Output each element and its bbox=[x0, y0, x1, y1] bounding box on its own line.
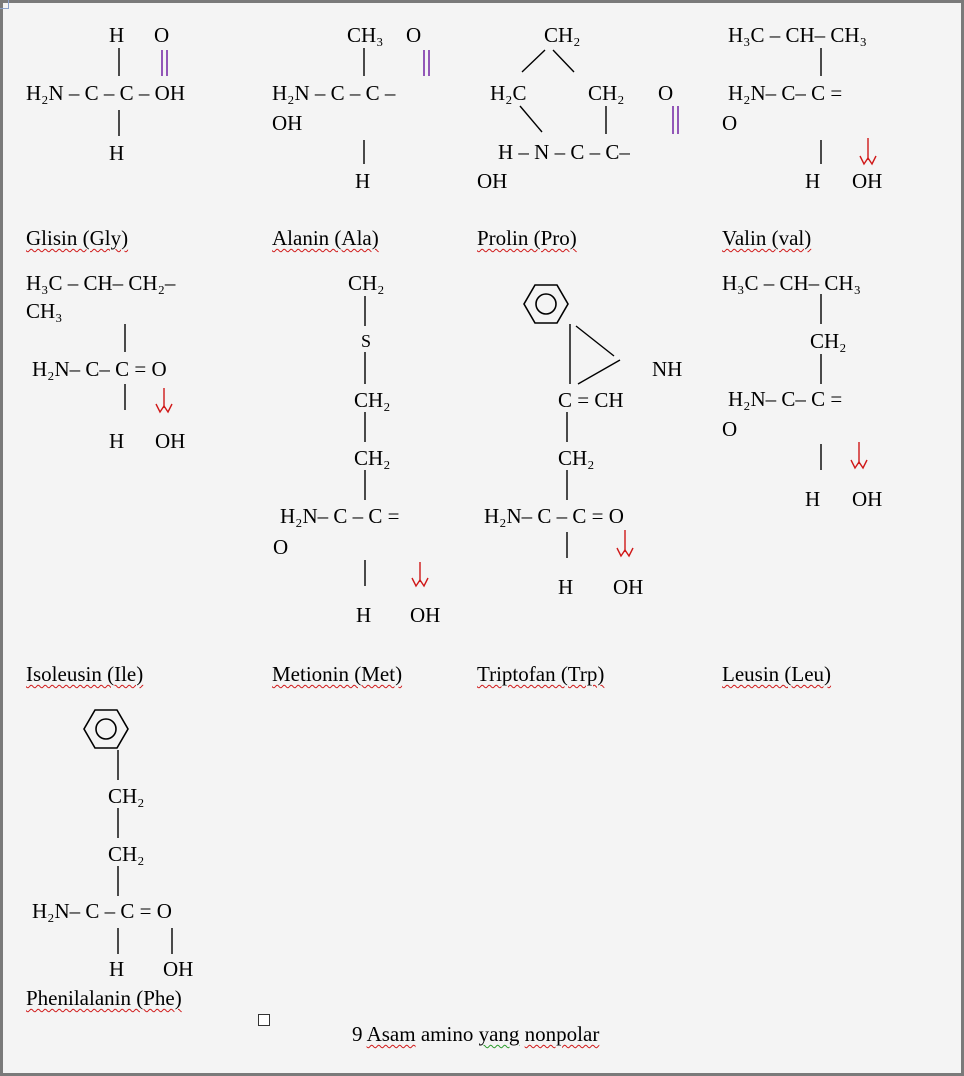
atom-label: H bbox=[109, 141, 125, 165]
atom-label: CH₃ bbox=[347, 23, 384, 47]
structure-prolin bbox=[477, 23, 673, 193]
atom-label: OH bbox=[852, 169, 883, 193]
structure-isoleusin bbox=[26, 271, 185, 453]
atom-label: H bbox=[805, 487, 821, 511]
atom-label: OH bbox=[155, 429, 186, 453]
atom-label: O bbox=[722, 417, 738, 441]
atom-label: CH₂ bbox=[354, 446, 391, 470]
name-prolin: Prolin (Pro) bbox=[477, 226, 577, 250]
benzene-ring-triptofan bbox=[524, 285, 568, 323]
atom-label: O bbox=[154, 23, 170, 47]
name-glisin: Glisin (Gly) bbox=[26, 226, 129, 250]
atom-label: CH₂ bbox=[108, 842, 145, 866]
atom-label: H bbox=[109, 957, 125, 981]
atom-chain: H₂N – C – C – bbox=[272, 81, 396, 105]
atom-chain: H₂N– C– C = bbox=[728, 387, 843, 411]
atom-label: H bbox=[356, 603, 372, 627]
caption-word: amino bbox=[420, 1022, 474, 1046]
atom-chain: H₂N– C – C = O bbox=[484, 504, 624, 528]
atom-label: CH₂ bbox=[588, 81, 625, 105]
atom-chain: H – N – C – C– bbox=[498, 140, 630, 164]
atom-chain: H₃C – CH– CH₃ bbox=[722, 271, 861, 295]
atom-label: CH₂ bbox=[354, 388, 391, 412]
name-leusin: Leusin (Leu) bbox=[722, 662, 832, 686]
atom-chain: C = CH bbox=[558, 388, 624, 412]
atom-label: OH bbox=[163, 957, 194, 981]
name-valin: Valin (val) bbox=[722, 226, 812, 250]
atom-label: OH bbox=[410, 603, 441, 627]
atom-chain: H₂N – C – C – OH bbox=[26, 81, 185, 105]
atom-label: H bbox=[355, 169, 371, 193]
structure-alanin bbox=[272, 23, 421, 193]
atom-label: CH₂ bbox=[108, 784, 145, 808]
name-triptofan: Triptofan (Trp) bbox=[477, 662, 605, 686]
atom-label: CH₂ bbox=[348, 271, 385, 295]
figure-caption bbox=[352, 1022, 599, 1047]
name-metionin: Metionin (Met) bbox=[272, 662, 403, 686]
atom-label: CH₂ bbox=[558, 446, 595, 470]
structure-phenilalanin bbox=[32, 784, 193, 981]
name-isoleusin: Isoleusin (Ile) bbox=[26, 662, 144, 686]
atom-label: H bbox=[805, 169, 821, 193]
atom-label: S bbox=[361, 331, 372, 351]
atom-chain: H₃C – CH– CH₂– bbox=[26, 271, 176, 295]
atom-label: OH bbox=[852, 487, 883, 511]
atom-label: H₂C bbox=[490, 81, 527, 105]
structure-valin bbox=[722, 23, 882, 193]
atom-label: NH bbox=[652, 357, 683, 381]
atom-chain: H₂N– C– C = O bbox=[32, 357, 167, 381]
atom-label: O bbox=[658, 81, 674, 105]
caption-word: Asam bbox=[366, 1022, 416, 1046]
atom-chain: H₂N– C – C = O bbox=[32, 899, 172, 923]
caption-word: yang bbox=[478, 1022, 520, 1046]
atom-label: CH₂ bbox=[810, 329, 847, 353]
name-alanin: Alanin (Ala) bbox=[272, 226, 379, 250]
atom-label: O bbox=[273, 535, 289, 559]
checkbox-marker bbox=[258, 1014, 270, 1026]
structure-glisin bbox=[26, 23, 185, 165]
atom-chain: H₃C – CH– CH₃ bbox=[728, 23, 867, 47]
atom-label: OH bbox=[613, 575, 644, 599]
benzene-ring-phenilalanin bbox=[84, 710, 128, 748]
structure-metionin bbox=[273, 271, 440, 627]
atom-label: H bbox=[109, 23, 125, 47]
structure-triptofan bbox=[484, 357, 682, 599]
structure-leusin bbox=[722, 271, 882, 511]
atom-label: O bbox=[722, 111, 738, 135]
atom-label: OH bbox=[272, 111, 303, 135]
atom-label: CH₂ bbox=[544, 23, 581, 47]
atom-label: OH bbox=[477, 169, 508, 193]
atom-chain: H₂N– C– C = bbox=[728, 81, 843, 105]
atom-label: O bbox=[406, 23, 422, 47]
bonds bbox=[118, 48, 821, 954]
atom-chain: H₂N– C – C = bbox=[280, 504, 400, 528]
atom-label: CH₃ bbox=[26, 299, 63, 323]
atom-label: H bbox=[109, 429, 125, 453]
name-phenilalanin: Phenilalanin (Phe) bbox=[26, 986, 182, 1010]
caption-word: nonpolar bbox=[524, 1022, 600, 1046]
caption-number: 9 bbox=[352, 1022, 363, 1046]
atom-label: H bbox=[558, 575, 574, 599]
